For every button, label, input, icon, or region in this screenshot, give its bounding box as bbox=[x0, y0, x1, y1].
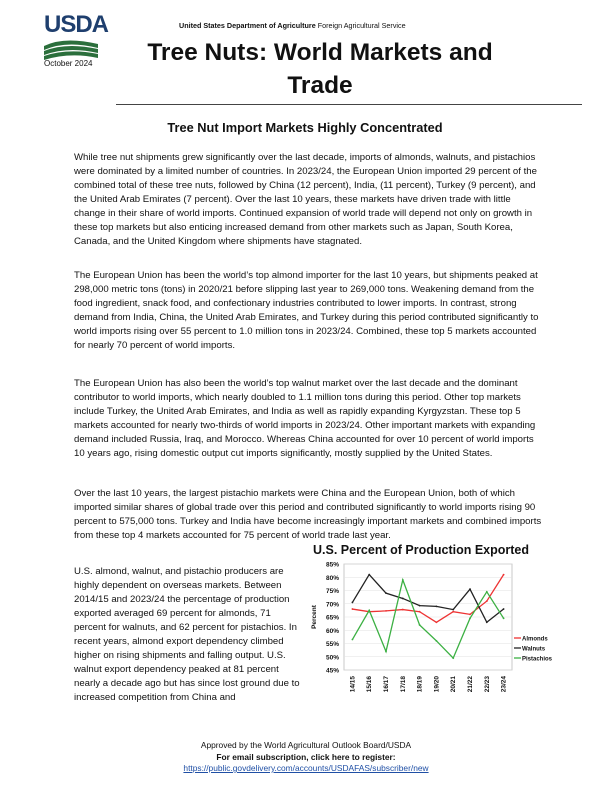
data-point-walnuts bbox=[486, 621, 488, 623]
page-title: Tree Nuts: World Markets and Trade bbox=[147, 39, 493, 99]
y-tick-label: 80% bbox=[325, 574, 339, 582]
y-tick-label: 75% bbox=[325, 588, 339, 595]
x-tick-label: 22/23 bbox=[483, 676, 491, 693]
data-point-walnuts bbox=[352, 602, 354, 604]
data-point-walnuts bbox=[402, 598, 404, 600]
legend-label-almonds: Almonds bbox=[522, 636, 548, 643]
data-point-pistachios bbox=[436, 640, 438, 642]
data-point-walnuts bbox=[469, 588, 471, 590]
x-tick-label: 15/16 bbox=[366, 676, 374, 693]
data-point-walnuts bbox=[385, 592, 387, 594]
legend-label-pistachios: Pistachios bbox=[522, 656, 553, 663]
data-point-almonds bbox=[402, 609, 404, 611]
data-point-pistachios bbox=[385, 651, 387, 653]
data-point-walnuts bbox=[419, 605, 421, 607]
y-tick-label: 60% bbox=[325, 627, 339, 635]
email-subscription-line: For email subscription, click here to register: bbox=[216, 752, 396, 762]
data-point-pistachios bbox=[402, 579, 404, 581]
data-point-pistachios bbox=[419, 624, 421, 626]
x-tick-label: 14/15 bbox=[349, 676, 357, 693]
data-point-almonds bbox=[469, 613, 471, 615]
y-tick-label: 50% bbox=[325, 654, 339, 662]
paragraph-3: The European Union has also been the world’s top walnut market over the last decade and the dominant contributor to world imports, which nearly doubled to 1.1 million tons during this period. Other top markets include Turkey, the United Arab Emirates, and India as well as rapidly expanding Kyrgyzstan. These top 5 markets accounted for nearly two-thirds of world imports in 2023/24. Other important markets with expanding demand included Russia, Iraq, and Morocco. Whereas China accounted for over 10 percent of world imports 10 years ago, rising domestic output cut imports significantly, mostly supplied by the United States. bbox=[74, 378, 536, 459]
x-tick-label: 20/21 bbox=[450, 676, 458, 693]
data-point-almonds bbox=[352, 608, 354, 610]
series-line-walnuts bbox=[352, 575, 503, 623]
department-name: United States Department of Agriculture bbox=[179, 21, 316, 30]
data-point-almonds bbox=[419, 611, 421, 613]
y-tick-label: 85% bbox=[325, 561, 339, 569]
data-point-almonds bbox=[486, 600, 488, 602]
x-tick-label: 19/20 bbox=[433, 676, 441, 693]
data-point-walnuts bbox=[452, 609, 454, 611]
data-point-walnuts bbox=[503, 608, 505, 610]
paragraph-5: U.S. almond, walnut, and pistachio producers are highly dependent on overseas markets. Between 2014/15 and 2023/24 the percentage of production exported averaged 69 percent for almonds, 71 percent for walnuts, and 62 percent for pistachios. In recent years, almond export dependency climbed higher on rising shipments and falling output. U.S. walnut export dependency peaked at 81 percent nearly a decade ago but has since lost ground due to increased competition from China and bbox=[74, 566, 300, 703]
data-point-almonds bbox=[385, 610, 387, 612]
x-tick-label: 17/18 bbox=[399, 676, 407, 693]
data-point-almonds bbox=[503, 574, 505, 576]
logo-text: USDA bbox=[44, 11, 109, 38]
data-point-pistachios bbox=[368, 609, 370, 611]
y-tick-label: 55% bbox=[325, 641, 339, 648]
approval-line: Approved by the World Agricultural Outlook Board/USDA bbox=[200, 740, 412, 750]
y-tick-label: 70% bbox=[325, 601, 339, 609]
x-tick-label: 16/17 bbox=[383, 676, 390, 693]
data-point-walnuts bbox=[436, 606, 438, 608]
x-tick-label: 18/19 bbox=[416, 676, 424, 693]
paragraph-4: Over the last 10 years, the largest pistachio markets were China and the European Union, both of which imported similar shares of global trade over this period and contributed significantly to world imports rising 90 percent to 575,000 tons. Turkey and India have become increasingly important markets and combined imports from these top 4 markets accounted for 75 percent of world trade last year. bbox=[74, 488, 542, 541]
series-line-pistachios bbox=[352, 580, 503, 658]
export-percent-chart bbox=[290, 540, 556, 712]
data-point-almonds bbox=[436, 621, 438, 623]
x-tick-label: 23/24 bbox=[500, 676, 508, 693]
x-tick-label: 21/22 bbox=[467, 676, 474, 693]
y-tick-label: 65% bbox=[325, 614, 339, 622]
data-point-almonds bbox=[452, 611, 454, 613]
data-point-pistachios bbox=[486, 591, 488, 593]
data-point-pistachios bbox=[452, 657, 454, 659]
report-date: October 2024 bbox=[44, 59, 93, 68]
data-point-walnuts bbox=[368, 574, 370, 576]
paragraph-1: While tree nut shipments grew significantly over the last decade, imports of almonds, walnuts, and pistachios were dominated by a limited number of countries. In 2023/24, the European Union imported 29 percent of the combined total of these tree nuts, followed by China (12 percent), India, (11 percent), Turkey (9 percent), and the United Arab Emirates (7 percent). Over the last 10 years, these markets have driven trade with little change in their share of world imports. Continued expansion of world trade will depend not only on growth in these top markets but also enticing increased demand from other markets such as Japan, South Korea, Canada, and the United Kingdom where shipments have stagnated. bbox=[74, 152, 537, 247]
chart-title: U.S. Percent of Production Exported bbox=[313, 543, 529, 557]
logo-swoosh-icon bbox=[44, 38, 98, 60]
subscription-link[interactable]: https://public.govdelivery.com/accounts/USDAFAS/subscriber/new bbox=[183, 763, 429, 773]
paragraph-2: The European Union has been the world’s top almond importer for the last 10 years, but shipments peaked at 298,000 metric tons (tons) in 2020/21 before slipping last year to 269,000 tons. Weakening demand from the food ingredient, snack food, and confectionary industries contributed to lower imports. In contrast, strong demand from India, China, the United Arab Emirates, and Turkey during this period contributed significantly to world imports rising over 55 percent to 1.0 million tons in 2023/24. Combined, these top 5 markets accounted for nearly 70 percent of world imports. bbox=[74, 270, 539, 351]
article-subtitle: Tree Nut Import Markets Highly Concentrated bbox=[167, 120, 443, 135]
data-point-pistachios bbox=[503, 617, 505, 619]
data-point-pistachios bbox=[352, 639, 354, 641]
legend-label-walnuts: Walnuts bbox=[522, 646, 546, 653]
data-point-pistachios bbox=[469, 617, 471, 619]
usda-logo bbox=[44, 11, 109, 60]
department-line bbox=[179, 21, 406, 30]
y-axis-label: Percent bbox=[311, 605, 318, 629]
header-divider bbox=[116, 104, 582, 105]
y-tick-label: 45% bbox=[325, 667, 339, 675]
agency-name: Foreign Agricultural Service bbox=[317, 21, 406, 30]
